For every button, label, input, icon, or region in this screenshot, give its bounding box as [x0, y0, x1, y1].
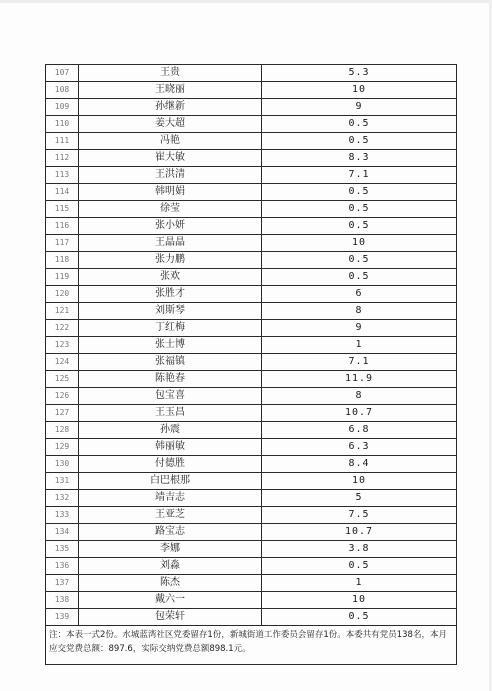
row-number: 132	[46, 490, 79, 507]
table-row	[46, 320, 457, 337]
table-row	[46, 473, 457, 490]
dues-amount: 7.1	[262, 167, 457, 184]
row-number: 125	[46, 371, 79, 388]
dues-amount: 0.5	[262, 609, 457, 626]
member-name: 王晶晶	[79, 235, 262, 252]
dues-amount: 6.8	[262, 422, 457, 439]
table-row	[46, 133, 457, 150]
table-row	[46, 507, 457, 524]
member-name: 张胜才	[79, 286, 262, 303]
member-name: 王玉昌	[79, 405, 262, 422]
row-number: 108	[46, 82, 79, 99]
table-row	[46, 235, 457, 252]
dues-amount: 10	[262, 473, 457, 490]
dues-amount: 11.9	[262, 371, 457, 388]
table-row	[46, 65, 457, 82]
table-row	[46, 609, 457, 626]
member-name: 崔大敏	[79, 150, 262, 167]
dues-amount: 10	[262, 82, 457, 99]
table-row	[46, 524, 457, 541]
row-number: 135	[46, 541, 79, 558]
member-name: 靖吉志	[79, 490, 262, 507]
table-row	[46, 388, 457, 405]
dues-amount: 7.1	[262, 354, 457, 371]
row-number: 128	[46, 422, 79, 439]
member-name: 张士博	[79, 337, 262, 354]
table-row	[46, 82, 457, 99]
table-row	[46, 184, 457, 201]
row-number: 115	[46, 201, 79, 218]
member-name: 刘斯琴	[79, 303, 262, 320]
table-row	[46, 354, 457, 371]
member-name: 韩明娟	[79, 184, 262, 201]
member-name: 王晓丽	[79, 82, 262, 99]
row-number: 120	[46, 286, 79, 303]
dues-amount: 0.5	[262, 116, 457, 133]
member-name: 张力鹏	[79, 252, 262, 269]
row-number: 126	[46, 388, 79, 405]
table-row	[46, 575, 457, 592]
dues-amount: 7.5	[262, 507, 457, 524]
table-row	[46, 371, 457, 388]
member-name: 丁红梅	[79, 320, 262, 337]
note-row	[46, 626, 457, 665]
table-row	[46, 218, 457, 235]
row-number: 129	[46, 439, 79, 456]
row-number: 127	[46, 405, 79, 422]
member-name: 陈艳春	[79, 371, 262, 388]
table-row	[46, 201, 457, 218]
member-name: 王亚芝	[79, 507, 262, 524]
row-number: 107	[46, 65, 79, 82]
member-name: 张欢	[79, 269, 262, 286]
page-edge-shadow	[0, 0, 492, 3]
row-number: 111	[46, 133, 79, 150]
dues-amount: 9	[262, 320, 457, 337]
member-name: 王洪清	[79, 167, 262, 184]
member-name: 孙震	[79, 422, 262, 439]
dues-amount: 10.7	[262, 524, 457, 541]
row-number: 117	[46, 235, 79, 252]
dues-amount: 1	[262, 337, 457, 354]
table-row	[46, 269, 457, 286]
table-row	[46, 456, 457, 473]
dues-amount: 10	[262, 235, 457, 252]
dues-amount: 10	[262, 592, 457, 609]
row-number: 124	[46, 354, 79, 371]
member-name: 王贵	[79, 65, 262, 82]
member-name: 白巴根那	[79, 473, 262, 490]
party-dues-table	[45, 64, 457, 665]
row-number: 123	[46, 337, 79, 354]
row-number: 130	[46, 456, 79, 473]
table-note: 注：本表一式2份。水城蓝湾社区党委留存1份，新城街道工作委员会留存1份。本委共有党员138名，本月应交党费总额：897.6，实际交纳党费总额898.1元。	[46, 626, 457, 665]
member-name: 路宝志	[79, 524, 262, 541]
table-row	[46, 337, 457, 354]
row-number: 109	[46, 99, 79, 116]
dues-amount: 0.5	[262, 269, 457, 286]
member-name: 冯艳	[79, 133, 262, 150]
table-row	[46, 592, 457, 609]
dues-amount: 6	[262, 286, 457, 303]
table-row	[46, 150, 457, 167]
dues-amount: 5	[262, 490, 457, 507]
dues-amount: 8	[262, 303, 457, 320]
member-name: 孙继新	[79, 99, 262, 116]
member-name: 李娜	[79, 541, 262, 558]
dues-amount: 0.5	[262, 201, 457, 218]
member-name: 姜大超	[79, 116, 262, 133]
table-row	[46, 422, 457, 439]
row-number: 133	[46, 507, 79, 524]
row-number: 113	[46, 167, 79, 184]
table-row	[46, 439, 457, 456]
table-row	[46, 303, 457, 320]
dues-amount: 1	[262, 575, 457, 592]
member-name: 韩丽敏	[79, 439, 262, 456]
table-row	[46, 558, 457, 575]
member-name: 刘淼	[79, 558, 262, 575]
row-number: 121	[46, 303, 79, 320]
dues-amount: 5.3	[262, 65, 457, 82]
row-number: 112	[46, 150, 79, 167]
dues-amount: 6.3	[262, 439, 457, 456]
table-row	[46, 541, 457, 558]
dues-amount: 0.5	[262, 133, 457, 150]
row-number: 119	[46, 269, 79, 286]
party-dues-table-body	[46, 65, 457, 665]
member-name: 戴六一	[79, 592, 262, 609]
member-name: 陈杰	[79, 575, 262, 592]
table-row	[46, 286, 457, 303]
row-number: 110	[46, 116, 79, 133]
member-name: 张福镇	[79, 354, 262, 371]
dues-amount: 0.5	[262, 558, 457, 575]
row-number: 116	[46, 218, 79, 235]
table-row	[46, 99, 457, 116]
table-row	[46, 252, 457, 269]
table-row	[46, 405, 457, 422]
row-number: 131	[46, 473, 79, 490]
member-name: 徐莹	[79, 201, 262, 218]
dues-amount: 3.8	[262, 541, 457, 558]
dues-amount: 8	[262, 388, 457, 405]
table-row	[46, 167, 457, 184]
dues-amount: 8.4	[262, 456, 457, 473]
row-number: 139	[46, 609, 79, 626]
dues-amount: 0.5	[262, 184, 457, 201]
row-number: 137	[46, 575, 79, 592]
dues-amount: 0.5	[262, 218, 457, 235]
row-number: 134	[46, 524, 79, 541]
dues-amount: 10.7	[262, 405, 457, 422]
dues-amount: 0.5	[262, 252, 457, 269]
table-row	[46, 490, 457, 507]
row-number: 122	[46, 320, 79, 337]
member-name: 张小妍	[79, 218, 262, 235]
table-row	[46, 116, 457, 133]
row-number: 136	[46, 558, 79, 575]
dues-amount: 9	[262, 99, 457, 116]
row-number: 114	[46, 184, 79, 201]
member-name: 包荣轩	[79, 609, 262, 626]
row-number: 138	[46, 592, 79, 609]
member-name: 包宝喜	[79, 388, 262, 405]
dues-amount: 8.3	[262, 150, 457, 167]
member-name: 付德胜	[79, 456, 262, 473]
row-number: 118	[46, 252, 79, 269]
